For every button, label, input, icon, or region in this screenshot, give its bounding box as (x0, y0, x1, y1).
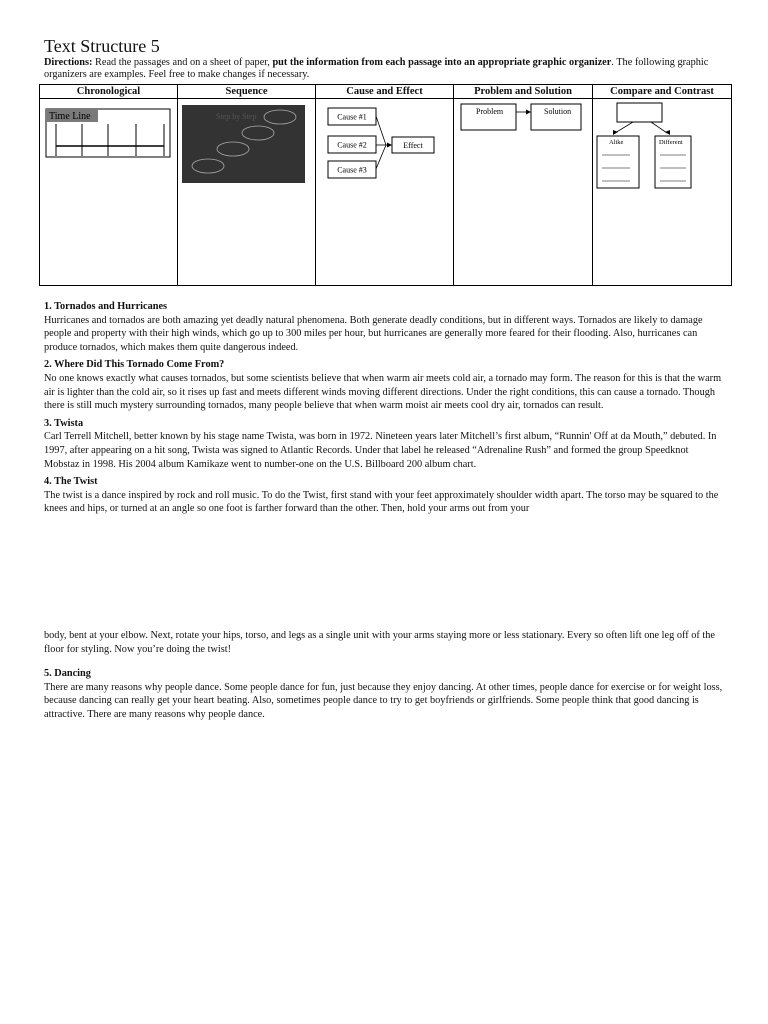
alike-label: Alike (609, 139, 624, 146)
passages-section (44, 296, 724, 516)
passage-1 (44, 300, 724, 354)
passage-2 (44, 358, 724, 412)
passage-text-continued: body, bent at your elbow. Next, rotate your hips, torso, and legs as a single unit with your arms staying more or less stationary. Every so often lift one leg off of the floor for styling. Now you’re doing the twist! (44, 630, 715, 655)
header-problem-solution: Problem and Solution (454, 85, 593, 99)
sequence-label: Step by Step (216, 112, 257, 121)
passage-heading: 4. The Twist (44, 476, 98, 488)
solution-label: Solution (544, 107, 572, 116)
graphic-organizer-table (39, 84, 732, 286)
timeline-label: Time Line (49, 111, 91, 122)
problem-solution-cell (454, 99, 593, 286)
passage-heading: 5. Dancing (44, 668, 91, 679)
passage-text: Hurricanes and tornados are both amazing yet deadly natural phenomena. Both generate deadly conditions, but in different ways. Tornados are likely to damage people and property with their high winds, which go up to 300 miles per hour, but hurricanes are generally more feared for their flooding. Also, hurricanes can produce tornados, which makes them quite dangerous indeed. (44, 314, 703, 353)
cause-1-label: Cause #1 (337, 112, 367, 122)
cause-effect-diagram (316, 99, 454, 285)
passage-heading: 1. Tornados and Hurricanes (44, 301, 168, 312)
passage-text: There are many reasons why people dance. Some people dance for fun, just because they enjoy dancing. At other times, people dance for exercise or for weight loss, because dancing can really get your heart beating. Also, sometimes people dance to try to get boyfriends or girlfriends. Some people think that good dancing is attractive. There are many reasons why people dance. (44, 681, 723, 720)
passage-5 (44, 663, 724, 721)
timeline-diagram (40, 99, 178, 285)
sequence-diagram (178, 99, 316, 285)
passage-heading: 2. Where Did This Tornado Come From? (44, 359, 225, 371)
sequence-cell (178, 99, 316, 286)
passage-4 (44, 475, 724, 516)
header-cause-effect: Cause and Effect (316, 85, 454, 99)
header-compare-contrast: Compare and Contrast (593, 85, 732, 99)
page-title: Text Structure 5 (44, 36, 160, 56)
passage-text: The twist is a dance inspired by rock and roll music. To do the Twist, first stand with your feet approximately shoulder width apart. The torso may be squared to the knees and hips, or turned at an angle so one foot is farther forward than the other. Then, hold your arms out from your (44, 489, 719, 515)
directions-text-b: . The following graphic organizers are examples. Feel free to make changes if necessary. (44, 57, 709, 80)
passage-3 (44, 417, 724, 471)
header-chronological: Chronological (40, 85, 178, 99)
problem-solution-diagram (454, 99, 593, 285)
cause-3-label: Cause #3 (337, 165, 367, 175)
problem-label: Problem (476, 107, 504, 116)
effect-label: Effect (403, 141, 423, 150)
directions-bold: put the information from each passage into an appropriate graphic organizer (272, 57, 612, 68)
cause-effect-cell (316, 99, 454, 286)
header-sequence: Sequence (178, 85, 316, 99)
organizer-example-row (40, 99, 732, 286)
directions-text-a: Read the passages and on a sheet of paper, (92, 57, 273, 68)
organizer-header-row (40, 85, 732, 99)
different-label: Different (659, 139, 683, 146)
directions-label: Directions: (44, 57, 93, 68)
compare-contrast-diagram (593, 99, 732, 285)
directions (44, 57, 730, 81)
cause-2-label: Cause #2 (337, 140, 367, 150)
timeline-cell (40, 99, 178, 286)
passage-heading: 3. Twista (44, 417, 84, 429)
passage-text: Carl Terrell Mitchell, better known by his stage name Twista, was born in 1972. Nineteen years later Mitchell’s first album, “Runnin' Off at da Mouth,” debuted. In 1997, after appearing on a hit song, Twista was signed to Atlantic Records. Under that label he released “Adrenaline Rush” and formed the group Speedknot Mobstaz in 1998. His 2004 album Kamikaze went to number-one on the U.S. Billboard 200 album chart. (44, 431, 717, 470)
passage-text: No one knows exactly what causes tornados, but some scientists believe that when warm air meets cold air, a tornado may form. The reason for this is that the warm air is lighter than the cold air, so it rises up fast and meets different winds moving different directions. Under the right conditions, this can cause a tornado. Though there is still much mystery surrounding tornados, many people believe that when warm moist air meets cool dry air, tornados can result. (44, 372, 722, 412)
compare-contrast-cell (593, 99, 732, 286)
passage-4-continued (44, 629, 724, 656)
